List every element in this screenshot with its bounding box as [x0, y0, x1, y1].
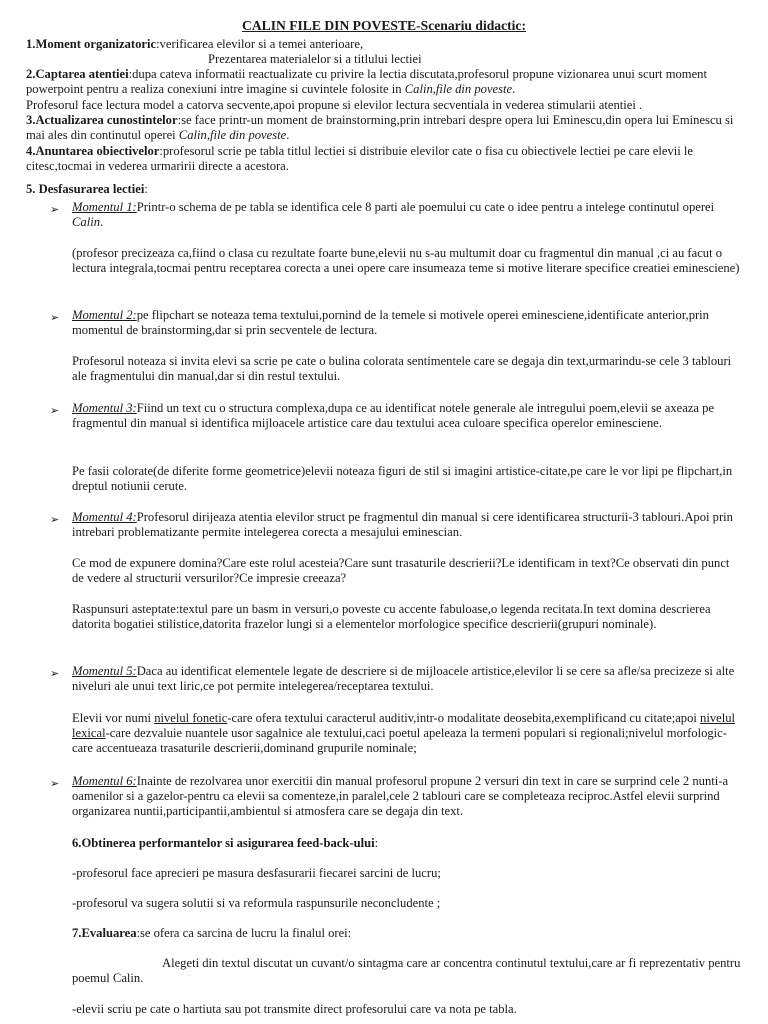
section-7-text: :se ofera ca sarcina de lucru la finalul orei:	[136, 926, 352, 940]
moment-1-text-end: .	[100, 215, 104, 230]
moment-5-label: Momentul 5:	[72, 664, 137, 678]
section-2	[26, 67, 746, 97]
bullet-arrow-icon: ➢	[50, 203, 60, 216]
moment-5-paragraph-text: Elevii vor numi	[72, 711, 155, 725]
page-title: CALIN FILE DIN POVESTE-Scenariu didactic:	[242, 18, 526, 33]
term-nivel-lexical: nivelul lexical	[72, 711, 736, 741]
section-5-colon: :	[144, 182, 148, 196]
section-1-text: :verificarea elevilor si a temei anterioare,	[156, 37, 364, 51]
moment-1-note: (profesor precizeaza ca,fiind o clasa cu rezultate foarte bune,elevii nu s-au multumit doar cu fragmentul din manual ,ci au facut o lectura integrala,tocmai pentru receptarea corecta a unei opere care insumeaza teme si motive literare specifice creatiei eminesciene)	[72, 246, 740, 276]
work-title-ref: Calin	[72, 215, 100, 230]
section-6-heading: 6.Obtinerea performantelor si asigurarea feed-back-ului	[72, 836, 375, 850]
bullet-arrow-icon: ➢	[50, 311, 60, 324]
bullet-arrow-icon: ➢	[50, 777, 60, 790]
section-2-text: :dupa cateva informatii reactualizate cu privire la lectia discutata,profesorul propune vizionarea unui scurt moment powerpoint pentru a realiza conexiuni intre imagine si cuvintele folosite in	[26, 67, 707, 97]
section-1	[26, 37, 746, 52]
work-title-ref: Calin,file din poveste	[404, 82, 513, 97]
moment-5-paragraph	[72, 711, 742, 757]
moment-1	[72, 200, 742, 230]
bullet-arrow-icon: ➢	[50, 513, 60, 526]
section-1-line2: Prezentarea materialelor si a titlului lectiei	[208, 52, 422, 66]
moment-4-answers: Raspunsuri asteptate:textul pare un basm in versuri,o poveste cu accente fabuloase,o legenda recitata.In text domina descrierea datorita bogatiei stilistice,datorita frazelor lungi si a elementelor morfologice specifice descrierii(grupuri nominale).	[72, 602, 711, 632]
moment-5-paragraph-text: -care ofera textului caracterul auditiv,intr-o modalitate deosebita,exemplificand cu citate;apoi	[227, 711, 701, 725]
section-6-colon: :	[374, 836, 379, 850]
moment-5-text: Daca au identificat elementele legate de descriere si de mijloacele artistice,elevilor li se cere sa afle/sa precizeze si alte niveluri ale unui text liric,ce pot permite intelegerea/receptarea textului.	[72, 664, 735, 694]
section-3-text-end: .	[286, 128, 290, 143]
moment-4-text: Profesorul dirijeaza atentia elevilor struct pe fragmentul din manual si cere identificarea structurii-3 tablouri.Apoi prin intrebari problematizante permite intelegerea corecta a mesajului eminescian.	[72, 510, 733, 540]
moment-4-label: Momentul 4:	[72, 510, 137, 524]
section-4-heading: 4.Anuntarea obiectivelor	[26, 144, 160, 158]
moment-3-label: Momentul 3:	[72, 401, 137, 415]
section-4-text: :profesorul scrie pe tabla titlul lectiei si distribuie elevilor cate o fisa cu obiectivele lectiei pe care elevii le citesc,tocmai in vederea urmaririi directe a acestora.	[26, 144, 694, 174]
moment-6-text: Inainte de rezolvarea unor exercitii din manual profesorul propune 2 versuri din text in care se surprind cele 2 nunti-a oamenilor si a gazelor-pentru ca elevii sa comenteze,in paralel,cele 2 tablouri care se completeaza reciproc.Astfel elevii surprind organizarea nuntii,participantii,ambientul si atmosfera care se degaja din text.	[72, 774, 729, 819]
moment-3-paragraph: Pe fasii colorate(de diferite forme geometrice)elevii noteaza figuri de stil si imagini artistice-citate,pe care le vor lipi pe flipchart,in dreptul notiunii cerute.	[72, 464, 733, 494]
section-3-text: :se face printr-un moment de brainstorming,prin intrebari despre opera lui Eminescu,din opera lui Eminescu si mai ales din continutul operei	[26, 113, 734, 143]
section-6-item-2: -profesorul va sugera solutii si va reformula raspunsurile neconcludente ;	[72, 896, 441, 910]
section-7-heading: 7.Evaluarea	[72, 926, 137, 940]
moment-3	[72, 401, 742, 431]
moment-2	[72, 308, 742, 338]
moment-4	[72, 510, 742, 540]
moment-2-paragraph: Profesorul noteaza si invita elevi sa scrie pe cate o bulina colorata sentimentele care se degaja din text,urmarindu-se cele 3 tablouri ale fragmentului din manual,dar si din restul textului.	[72, 354, 732, 384]
section-5-heading: 5. Desfasurarea lectiei	[26, 182, 145, 196]
moment-1-text: Printr-o schema de pe tabla se identifica cele 8 parti ale poemului cu cate o idee pentru a intelege continutul operei	[136, 200, 715, 214]
section-2-text-end: .	[512, 82, 516, 97]
section-4	[26, 144, 746, 174]
moment-4-questions: Ce mod de expunere domina?Care este rolul acesteia?Care sunt trasaturile descrierii?Le identificam in text?Ce observati din punct de vedere al structurii versurilor?Ce impresie creeaza?	[72, 556, 730, 586]
term-nivel-fonetic: nivelul fonetic	[154, 711, 228, 725]
section-7-note: -elevii scriu pe cate o hartiuta sau pot transmite direct profesorului care va nota pe tabla.	[72, 1002, 517, 1016]
moment-3-text: Fiind un text cu o structura complexa,dupa ce au identificat notele generale ale intregului poem,elevii se axeaza pe fragmentul din manual si identifica mijloacele artistice care dau textului acea culoare specifica operelor eminesciene.	[72, 401, 715, 431]
section-6	[72, 836, 742, 851]
section-3	[26, 113, 746, 143]
section-1-heading: 1.Moment organizatoric	[26, 37, 157, 51]
bullet-arrow-icon: ➢	[50, 404, 60, 417]
moment-2-text: pe flipchart se noteaza tema textului,pornind de la temele si motivele operei eminesciene,identificate anterior,prin momentul de brainstorming,dar si prin secventele de lectura.	[72, 308, 709, 338]
moment-1-label: Momentul 1:	[72, 200, 137, 214]
moment-5	[72, 664, 742, 694]
moment-5-paragraph-text: -care dezvaluie nuantele usor sagalnice ale textului,caci poetul apeleaza la termeni populari si regionali;nivelul morfologic-care accentueaza trasaturile descrierii,dominand grupurile nominale;	[72, 726, 727, 756]
bullet-arrow-icon: ➢	[50, 667, 60, 680]
work-title-ref: Calin,file din poveste	[178, 128, 287, 143]
moment-6	[72, 774, 742, 820]
section-2-line3: Profesorul face lectura model a catorva secvente,apoi propune si elevilor lectura secventiala in vederea stimularii atentiei .	[26, 98, 643, 112]
moment-6-label: Momentul 6:	[72, 774, 137, 788]
section-5	[26, 182, 746, 197]
section-6-item-1: -profesorul face aprecieri pe masura desfasurarii fiecarei sarcini de lucru;	[72, 866, 441, 880]
section-2-heading: 2.Captarea atentiei	[26, 67, 129, 81]
section-7-task: Alegeti din textul discutat un cuvant/o sintagma care ar concentra continutul textului,care ar fi reprezentativ pentru poemul Calin.	[72, 956, 741, 986]
section-3-heading: 3.Actualizarea cunostintelor	[26, 113, 178, 127]
moment-2-label: Momentul 2:	[72, 308, 137, 322]
section-7	[72, 926, 742, 941]
